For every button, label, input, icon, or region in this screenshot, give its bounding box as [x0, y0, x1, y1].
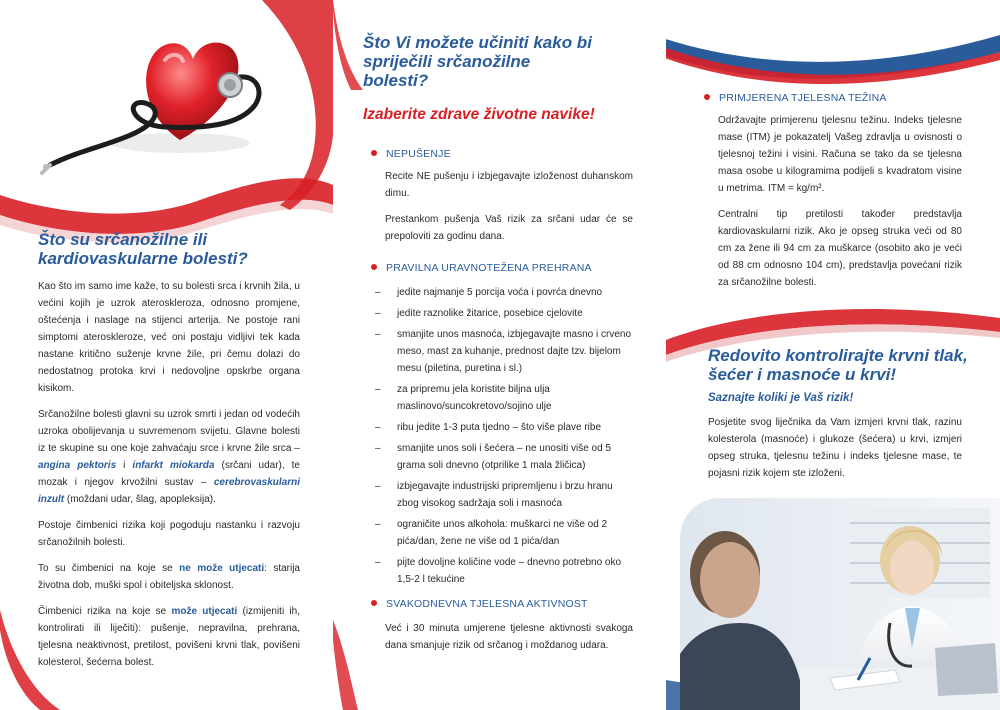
col3-body	[708, 414, 962, 491]
col1-p2-text-e: (srčani udar), te mozak i njegov krvožilni sustav –	[38, 460, 300, 488]
tezina-paragraph-1: Održavajte primjerenu tjelesnu težinu. Indeks tjelesne mase (ITM) je pokazatelj Vašeg zdravlja u ovisnosti o tjelesnoj težini i visini. Računa se tako da se tjelesna masa osobe u kilogramima podijeli s kvadratom visine u metrima. ITM = kg/m².	[718, 115, 962, 194]
bullet-dot-icon	[371, 150, 377, 156]
col1-p4-text-a: To su čimbenici na koje se	[38, 563, 180, 574]
tezina-paragraph-2: Centralni tip pretilosti također predstavlja kardiovaskularni rizik. Ako je opseg struka veći od 80 cm za žene ili 94 cm za muškarce (osobito ako je veći od 88 cm odnosno 104 cm), predstavlja povećani rizik za srčanožilne bolesti.	[718, 209, 962, 288]
prehrana-list-item: – pijte dovoljne količine vode – dnevno potrebno oko 1,5-2 l tekućine	[371, 554, 633, 588]
prehrana-list-item: – jedite najmanje 5 porcija voća i povrća dnevno	[371, 284, 633, 301]
infarkt-miokarda-term: infarkt miokarda	[132, 460, 215, 471]
col1-p2-text-g: (moždani udar, šlag, apopleksija).	[64, 494, 216, 505]
col1-paragraph-2	[38, 406, 300, 508]
panel-left	[0, 0, 333, 710]
col3-subheading: Saznajte koliki je Vaš rizik!	[708, 392, 854, 404]
col2-subheading: Izaberite zdrave životne navike!	[363, 106, 595, 123]
section-title-prehrana	[371, 262, 592, 274]
panel-right	[666, 0, 1000, 710]
prehrana-list	[371, 284, 633, 588]
cerebrovaskularni-inzult-term: cerebrovaskularni inzult	[38, 477, 300, 505]
section-aktivnost-body	[385, 620, 633, 663]
col1-p5-text-c: (izmijeniti ih, kontrolirati ili liječiti): pušenje, nepravilna, prehrana, tjelesna neaktivnost, pretilost, povišeni krvni tlak, povišeni kolesterol, šećerna bolest.	[38, 606, 300, 668]
col1-p4-text-c: : starija životna dob, muški spol i obiteljska sklonost.	[38, 563, 300, 591]
col1-p2-text-c: i	[116, 460, 133, 471]
nepusenje-paragraph-2: Prestankom pušenja Vaš rizik za srčani udar će se prepoloviti za godinu dana.	[385, 214, 633, 242]
col1-p2-text-a: Srčanožilne bolesti glavni su uzrok smrti i jedan od vodećih uzroka obolijevanja u suvremenom svijetu. Glavne bolesti iz te skupine su one koje zahvaćaju srce i krvne žile srca –	[38, 409, 300, 454]
col1-body	[38, 278, 300, 680]
section-title-tezina-label: PRIMJERENA TJELESNA TEŽINA	[719, 92, 887, 104]
heart-stethoscope-icon	[40, 15, 280, 185]
col3-heading: Redovito kontrolirajte krvni tlak, šećer i masnoće u krvi!	[708, 346, 968, 384]
nepusenje-paragraph-1: Recite NE pušenju i izbjegavajte izloženost duhanskom dimu.	[385, 171, 633, 199]
col3-paragraph-1: Posjetite svog liječnika da Vam izmjeri krvni tlak, razinu kolesterola (masnoće) i glukoze (šećera) u krvi, izmjeri opseg struka, tjelesnu težinu i indeks tjelesne mase, te pojasni rizik kojem ste izloženi.	[708, 417, 962, 479]
aktivnost-paragraph-1: Već i 30 minuta umjerene tjelesne aktivnosti svakoga dana smanjuje rizik od srčanog i moždanog udara.	[385, 623, 633, 651]
section-title-tezina	[704, 92, 887, 104]
doctor-patient-photo	[680, 498, 1000, 710]
section-title-aktivnost-label: SVAKODNEVNA TJELESNA AKTIVNOST	[386, 598, 588, 610]
bullet-dot-icon	[371, 600, 377, 606]
bullet-dot-icon	[371, 264, 377, 270]
section-title-aktivnost	[371, 598, 588, 610]
angina-pektoris-term: angina pektoris	[38, 460, 117, 471]
section-prehrana-body	[371, 284, 633, 592]
prehrana-list-item: – smanjite unos masnoća, izbjegavajte masno i crveno meso, mast za kuhanje, prednost dajte tzv. bijelom mesu (piletina, puretina i sl.)	[371, 326, 633, 377]
section-title-nepusenje	[371, 148, 451, 160]
col1-paragraph-5	[38, 603, 300, 671]
bullet-dot-icon	[704, 94, 710, 100]
prehrana-list-item: – jedite raznolike žitarice, posebice cjelovite	[371, 305, 633, 322]
prehrana-list-item: – za pripremu jela koristite biljna ulja maslinovo/suncokretovo/sojino ulje	[371, 381, 633, 415]
col2-heading: Što Vi možete učiniti kako bi spriječili srčanožilne bolesti?	[363, 33, 592, 90]
prehrana-list-item: – izbjegavajte industrijski pripremljenu i brzu hranu zbog visokog sadržaja soli i masnoća	[371, 478, 633, 512]
prehrana-list-item: – ribu jedite 1-3 puta tjedno – što više plave ribe	[371, 419, 633, 436]
section-title-prehrana-label: PRAVILNA URAVNOTEŽENA PREHRANA	[386, 262, 592, 274]
prehrana-list-item: – smanjite unos soli i šećera – ne unositi više od 5 grama soli dnevno (otprilike 1 mala žličica)	[371, 440, 633, 474]
ne-moze-utjecati-term: ne može utjecati	[179, 563, 265, 574]
section-tezina-body	[718, 112, 962, 300]
section-nepusenje-body	[385, 168, 633, 254]
panel-middle	[333, 0, 666, 710]
section-title-nepusenje-label: NEPUŠENJE	[386, 148, 451, 160]
col1-heading: Što su srčanožilne ili kardiovaskularne bolesti?	[38, 230, 248, 268]
col1-p5-text-a: Čimbenici rizika na koje se	[38, 606, 172, 617]
col1-paragraph-1: Kao što im samo ime kaže, to su bolesti srca i krvnih žila, u većini kojih je uzrok ateroskleroza, odnosno promjene, oštećenja i naslage na stijenci arterija. Ne postoje rani simptomi ateroskleroze, već oni postaju vidljivi tek kada nastane kritično suženje krvne žile, pri čemu dolazi do nedostatnog protoka krvi i nedovoljne opskrbe organa kisikom.	[38, 281, 300, 394]
moze-utjecati-term: može utjecati	[171, 606, 238, 617]
prehrana-list-item: – ograničite unos alkohola: muškarci ne više od 2 pića/dan, žene ne više od 1 pića/dan	[371, 516, 633, 550]
col1-paragraph-3: Postoje čimbenici rizika koji pogoduju nastanku i razvoju srčanožilnih bolesti.	[38, 520, 300, 548]
col1-paragraph-4	[38, 560, 300, 594]
